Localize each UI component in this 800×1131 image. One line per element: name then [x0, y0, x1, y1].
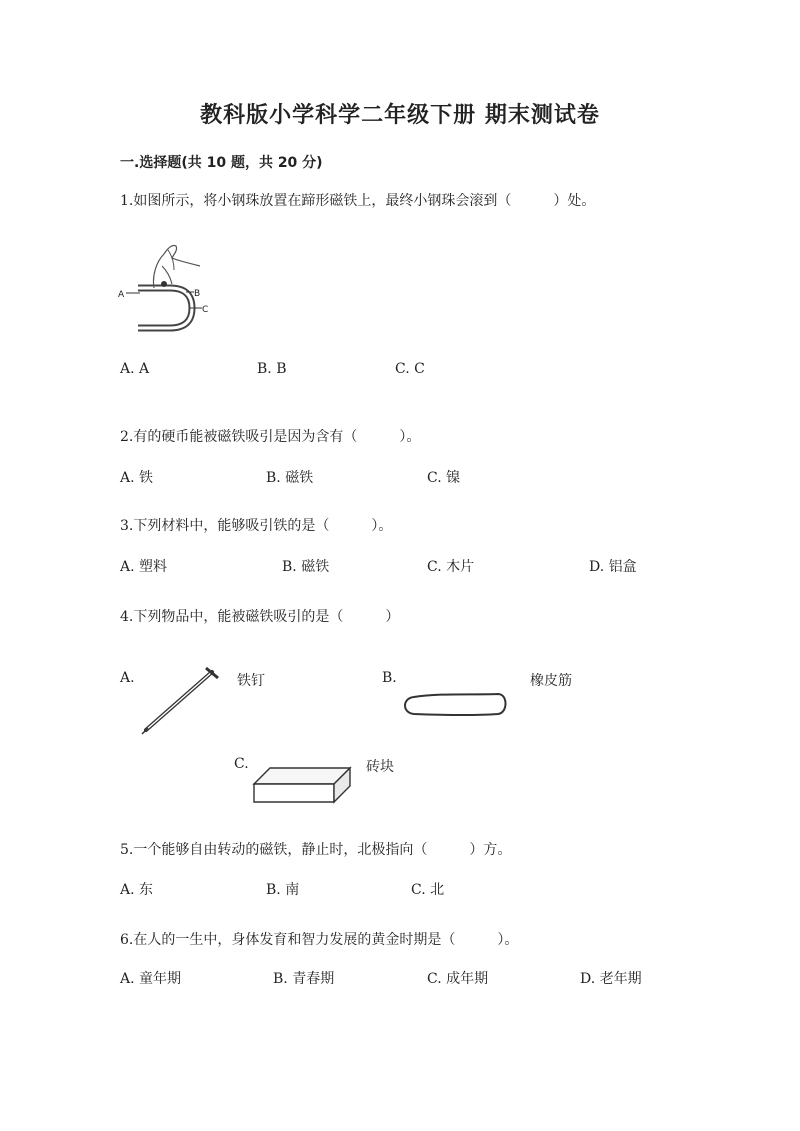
q6-option-c: C. 成年期	[427, 971, 489, 987]
q4-option-c-letter: C.	[234, 756, 249, 772]
question-4: 4.下列物品中，能被磁铁吸引的是（ ）	[120, 609, 400, 625]
question-6: 6.在人的一生中，身体发育和智力发展的黄金时期是（ ）。	[120, 932, 519, 948]
section-heading: 一.选择题(共 10 题，共 20 分)	[120, 155, 323, 171]
q1-option-c: C. C	[395, 361, 425, 377]
q2-option-b: B. 磁铁	[266, 470, 314, 486]
q3-option-c: C. 木片	[427, 559, 475, 575]
q6-option-a: A. 童年期	[120, 971, 182, 987]
q6-option-d: D. 老年期	[580, 971, 642, 987]
figure-label-a: A	[118, 290, 125, 300]
rubber-band-icon	[400, 691, 510, 719]
horseshoe-magnet-figure	[112, 236, 222, 336]
q2-option-c: C. 镍	[427, 470, 461, 486]
question-2: 2.有的硬币能被磁铁吸引是因为含有（ ）。	[120, 429, 421, 445]
q4-option-a-letter: A.	[120, 670, 135, 686]
q5-option-c: C. 北	[411, 882, 445, 898]
brick-icon	[252, 766, 352, 804]
question-5: 5.一个能够自由转动的磁铁，静止时，北极指向（ ）方。	[120, 842, 512, 858]
q2-option-a: A. 铁	[120, 470, 154, 486]
q4-option-a-name: 铁钉	[237, 673, 265, 689]
q5-option-a: A. 东	[120, 882, 154, 898]
iron-nail-icon	[140, 664, 222, 736]
q5-option-b: B. 南	[266, 882, 300, 898]
figure-label-c: C	[202, 305, 209, 315]
question-3: 3.下列材料中，能够吸引铁的是（ ）。	[120, 518, 393, 534]
q1-option-b: B. B	[257, 361, 287, 377]
question-1: 1.如图所示，将小钢珠放置在蹄形磁铁上，最终小钢珠会滚到（ ）处。	[120, 193, 596, 209]
q4-option-b-name: 橡皮筋	[530, 673, 572, 689]
q6-option-b: B. 青春期	[273, 971, 335, 987]
q3-option-b: B. 磁铁	[282, 559, 330, 575]
q4-option-c-name: 砖块	[366, 759, 394, 775]
figure-label-b: B	[194, 289, 201, 299]
q3-option-d: D. 铝盒	[589, 559, 637, 575]
q4-option-b-letter: B.	[382, 670, 397, 686]
q3-option-a: A. 塑料	[120, 559, 168, 575]
q1-option-a: A. A	[120, 361, 150, 377]
page-title: 教科版小学科学二年级下册 期末测试卷	[200, 103, 600, 128]
